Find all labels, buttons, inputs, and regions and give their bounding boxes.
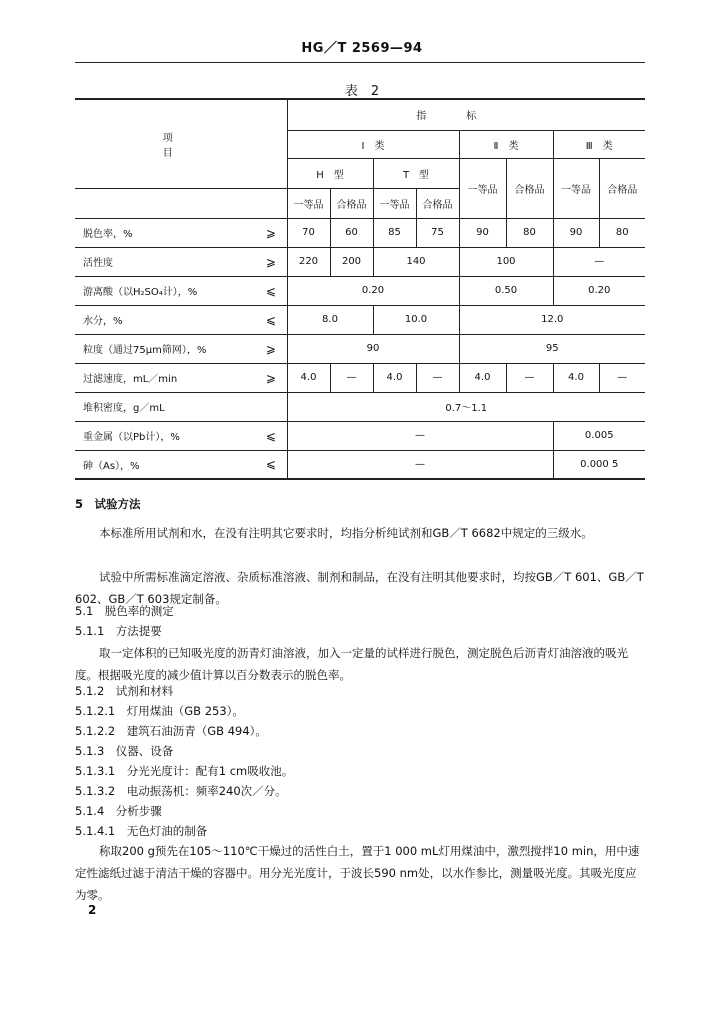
header-rule: [75, 62, 645, 63]
section-5-1-2-2: 5.1.2.2 建筑石油沥青（GB 494）。: [75, 724, 267, 738]
row-value: 90: [459, 218, 506, 247]
row-value: —: [330, 363, 373, 392]
row-value: 0.20: [287, 276, 459, 305]
section-5-1-4-1: 5.1.4.1 无色灯油的制备: [75, 824, 208, 838]
row-item: 重金属（以Pb计），%: [75, 421, 255, 450]
page-number: 2: [88, 903, 97, 917]
table-row: [75, 363, 645, 392]
item-header-bottom: [75, 188, 287, 218]
header-item-cell: 项 目: [75, 99, 287, 188]
row-item: 粒度（通过75μm筛网），%: [75, 334, 255, 363]
row-value: 100: [459, 247, 553, 276]
row-value: 0.7～1.1: [287, 392, 645, 421]
table-row: [75, 305, 645, 334]
grade-pass-header: 合格品: [599, 158, 645, 218]
section-5-1-4-heading: 5.1.4 分析步骤: [75, 804, 162, 818]
row-sign: ⩽: [255, 421, 287, 450]
row-sign: ⩾: [255, 247, 287, 276]
table-row: [75, 450, 645, 479]
section-5-1-3-1: 5.1.3.1 分光光度计：配有1 cm吸收池。: [75, 764, 294, 778]
row-value: 75: [416, 218, 459, 247]
section-5-1-heading: 5.1 脱色率的测定: [75, 604, 174, 618]
class2-header: Ⅱ 类: [459, 130, 553, 158]
section-5-1-1-heading: 5.1.1 方法提要: [75, 624, 162, 638]
row-sign: ⩾: [255, 218, 287, 247]
row-value: 70: [287, 218, 330, 247]
typeH-header: H 型: [287, 158, 373, 188]
section-5-1-3-heading: 5.1.3 仪器、设备: [75, 744, 174, 758]
section-5-1-2-1: 5.1.2.1 灯用煤油（GB 253）。: [75, 704, 244, 718]
row-value: 90: [553, 218, 599, 247]
typeT-header: T 型: [373, 158, 459, 188]
row-item: 砷（As），%: [75, 450, 255, 479]
row-item: 脱色率，%: [75, 218, 255, 247]
row-value: 85: [373, 218, 416, 247]
row-value: 200: [330, 247, 373, 276]
grade-pass-header: 合格品: [330, 188, 373, 218]
row-sign: ⩾: [255, 363, 287, 392]
row-value: 80: [599, 218, 645, 247]
row-value: 8.0: [287, 305, 373, 334]
row-value: —: [287, 421, 553, 450]
paragraph-1: 本标准所用试剂和水，在没有注明其它要求时，均指分析纯试剂和GB／T 6682中规定的三级水。: [99, 526, 593, 540]
row-item: 堆积密度，g／mL: [75, 392, 255, 421]
row-value: 60: [330, 218, 373, 247]
row-value: 4.0: [373, 363, 416, 392]
table-title: 表 2: [344, 84, 380, 99]
row-item: 活性度: [75, 247, 255, 276]
grade-first-header: 一等品: [373, 188, 416, 218]
row-value: 140: [373, 247, 459, 276]
table-row: [75, 247, 645, 276]
row-value: —: [599, 363, 645, 392]
row-item: 过滤速度，mL／min: [75, 363, 255, 392]
header-index-cell: 指标: [287, 99, 645, 130]
section-5-1-2-heading: 5.1.2 试剂和材料: [75, 684, 174, 698]
row-value: 0.000 5: [553, 450, 645, 479]
page-header: HG／T 2569—94: [301, 41, 423, 56]
class1-header: Ⅰ 类: [287, 130, 459, 158]
row-value: 4.0: [459, 363, 506, 392]
table-row: [75, 421, 645, 450]
grade-pass-header: 合格品: [506, 158, 553, 218]
row-sign: [255, 392, 287, 421]
row-sign: ⩽: [255, 450, 287, 479]
table-row: [75, 392, 645, 421]
row-value: 90: [287, 334, 459, 363]
section-5-1-3-2: 5.1.3.2 电动振荡机：频率240次／分。: [75, 784, 287, 798]
row-value: 0.005: [553, 421, 645, 450]
row-value: 4.0: [553, 363, 599, 392]
row-value: 0.50: [459, 276, 553, 305]
row-value: 12.0: [459, 305, 645, 334]
row-value: 80: [506, 218, 553, 247]
paragraph-4: 称取200 g预先在105～110℃干燥过的活性白土，置于1 000 mL灯用煤油中，激烈搅拌10 min，用中速定性滤纸过滤于清洁干燥的容器中。用分光光度计，于波长590 nm处，以水作参比，测量吸光度。其吸光度应为零。: [75, 844, 640, 902]
row-value: —: [287, 450, 553, 479]
row-value: —: [416, 363, 459, 392]
paragraph-2: 试验中所需标准滴定溶液、杂质标准溶液、制剂和制品，在没有注明其他要求时，均按GB／T 601、GB／T 602、GB／T 603规定制备。: [75, 570, 644, 606]
row-value: 10.0: [373, 305, 459, 334]
row-item: 水分，%: [75, 305, 255, 334]
row-sign: ⩽: [255, 305, 287, 334]
section-5-heading: 5 试验方法: [75, 497, 141, 511]
grade-pass-header: 合格品: [416, 188, 459, 218]
table-row: [75, 218, 645, 247]
row-value: 4.0: [287, 363, 330, 392]
row-sign: ⩽: [255, 276, 287, 305]
table-row: [75, 334, 645, 363]
table-row: [75, 276, 645, 305]
row-value: 0.20: [553, 276, 645, 305]
paragraph-3: 取一定体积的已知吸光度的沥青灯油溶液，加入一定量的试样进行脱色，测定脱色后沥青灯油溶液的吸光度。根据吸光度的减少值计算以百分数表示的脱色率。: [75, 646, 628, 682]
row-value: —: [553, 247, 645, 276]
grade-first-header: 一等品: [459, 158, 506, 218]
class3-header: Ⅲ 类: [553, 130, 645, 158]
row-value: 220: [287, 247, 330, 276]
spec-table: [75, 98, 645, 480]
row-sign: ⩾: [255, 334, 287, 363]
row-value: —: [506, 363, 553, 392]
row-item: 游离酸（以H₂SO₄计），%: [75, 276, 255, 305]
row-value: 95: [459, 334, 645, 363]
grade-first-header: 一等品: [553, 158, 599, 218]
grade-first-header: 一等品: [287, 188, 330, 218]
